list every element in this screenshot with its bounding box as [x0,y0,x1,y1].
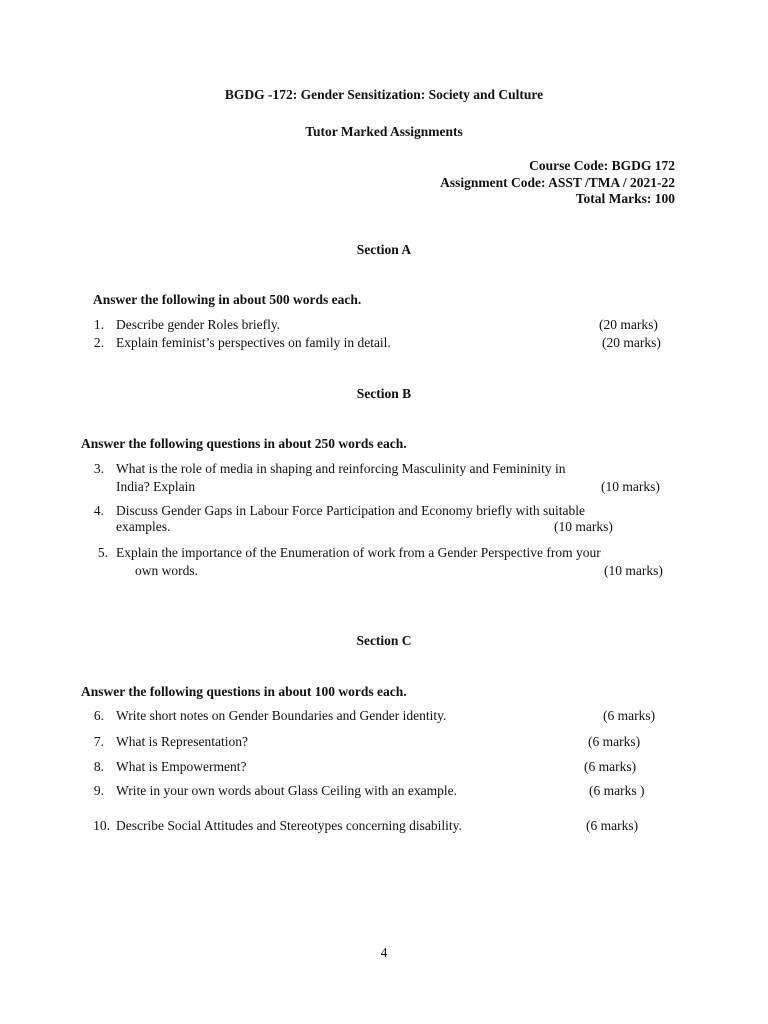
document-title: BGDG -172: Gender Sensitization: Society and Culture [224,87,544,102]
section-c-heading: Section C [356,633,412,648]
course-code: Course Code: BGDG 172 [529,158,675,173]
question-text: What is Empowerment? [116,759,247,774]
question-number: 9. [93,783,104,798]
question-marks: (20 marks) [602,335,661,350]
total-marks: Total Marks: 100 [575,191,675,206]
question-number: 2. [93,335,104,350]
section-a-heading: Section A [356,242,412,257]
section-c-instruction: Answer the following questions in about 100 words each. [81,684,407,699]
section-b-heading: Section B [356,386,412,401]
document-subtitle: Tutor Marked Assignments [305,124,463,139]
question-marks: (6 marks) [584,759,637,774]
question-number: 10. [93,818,110,833]
assignment-code: Assignment Code: ASST /TMA / 2021-22 [440,175,675,190]
question-number: 4. [93,503,104,518]
section-a-instruction: Answer the following in about 500 words each. [93,292,362,307]
question-number: 6. [93,708,104,723]
question-number: 7. [93,734,104,749]
question-text: Explain feminist’s perspectives on family in detail. [116,335,391,350]
question-marks: (6 marks) [588,734,641,749]
question-text-line-2: India? Explain [116,479,196,494]
question-text-line-1: Discuss Gender Gaps in Labour Force Participation and Economy briefly with suitable [116,503,586,518]
question-marks: (10 marks) [604,563,663,578]
question-text-line-2: own words. [135,563,198,578]
question-text: Describe Social Attitudes and Stereotypes concerning disability. [116,818,462,833]
question-number: 3. [93,461,104,476]
section-b-instruction: Answer the following questions in about 250 words each. [81,436,407,451]
question-text: Write in your own words about Glass Ceiling with an example. [116,783,458,798]
question-number: 5. [97,545,108,560]
question-number: 8. [93,759,104,774]
question-marks: (6 marks ) [589,783,645,798]
question-marks: (10 marks) [554,519,613,534]
question-text-line-1: What is the role of media in shaping and reinforcing Masculinity and Femininity in [116,461,566,476]
page-number: 4 [380,945,388,960]
question-text-line-2: examples. [116,519,171,534]
question-text-line-1: Explain the importance of the Enumeration of work from a Gender Perspective from your [116,545,601,560]
question-text: Write short notes on Gender Boundaries and Gender identity. [116,708,447,723]
question-text: What is Representation? [116,734,248,749]
question-number: 1. [93,317,104,332]
question-marks: (20 marks) [599,317,658,332]
question-text: Describe gender Roles briefly. [116,317,281,332]
question-marks: (6 marks) [586,818,639,833]
question-marks: (6 marks) [603,708,656,723]
question-marks: (10 marks) [601,479,660,494]
